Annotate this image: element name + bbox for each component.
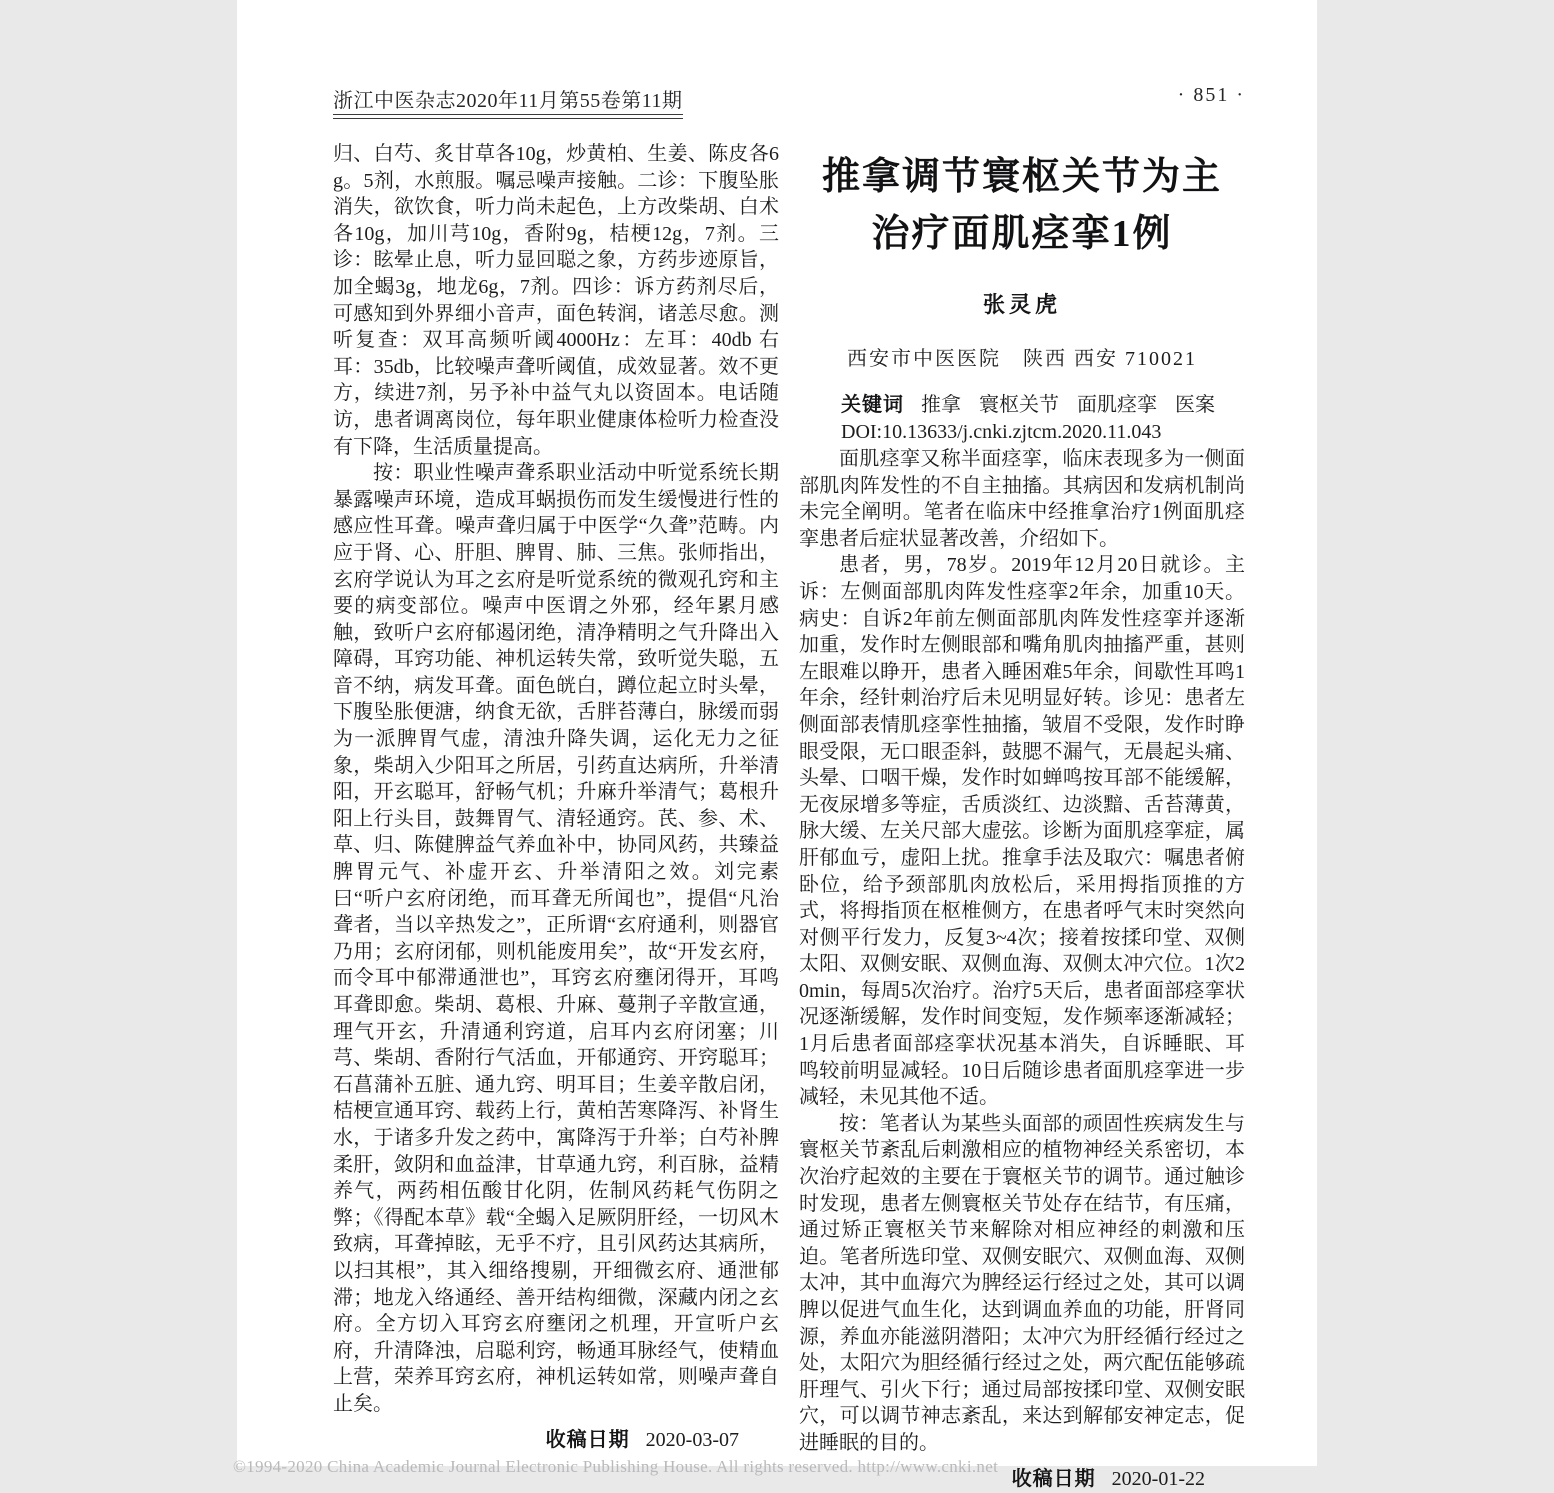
keywords-label: 关键词: [841, 394, 904, 416]
right-article-intro-paragraph: 面肌痉挛又称半面痉挛，临床表现多为一侧面部肌肉阵发性的不自主抽搐。其病因和发病机制尚未完全阐明。笔者在临床中经推拿治疗1例面肌痉挛患者后症状显著改善，介绍如下。: [799, 448, 1245, 550]
article-title-line1: 推拿调节寰枢关节为主: [821, 156, 1222, 198]
keywords-line: [799, 392, 1245, 419]
keyword-item: 面肌痉挛: [1077, 394, 1157, 416]
keyword-item: 医案: [1175, 394, 1215, 416]
article-title: [799, 149, 1245, 263]
left-article-received-date-line: [333, 1427, 779, 1454]
journal-page: [233, 0, 1317, 1490]
doi-line: DOI:10.13633/j.cnki.zjtcm.2020.11.043: [841, 421, 1162, 443]
received-date-label: 收稿日期: [1011, 1467, 1096, 1490]
page-number: · 851 ·: [1177, 84, 1245, 106]
article-title-line2: 治疗面肌痉挛1例: [871, 213, 1173, 255]
article-affiliation: 西安市中医医院 陕西 西安 710021: [847, 348, 1197, 370]
received-date-label: 收稿日期: [545, 1428, 630, 1451]
keyword-item: 寰枢关节: [979, 394, 1059, 416]
right-article-column: [799, 141, 1245, 1493]
right-article-commentary-paragraph: 按：笔者认为某些头面部的顽固性疾病发生与寰枢关节紊乱后刺激相应的植物神经关系密切，本次治疗起效的主要在于寰枢关节的调节。通过触诊时发现，患者左侧寰枢关节处存在结节，有压痛，通过矫正寰枢关节来解除对相应神经的刺激和压迫。笔者所选印堂、双侧安眠穴、双侧血海、双侧太冲，其中血海穴为脾经运行经过之处，其可以调脾以促进气血生化，达到调血养血的功能，肝肾同源，养血亦能滋阴潜阳；太冲穴为肝经循行经过之处，太阳穴为胆经循行经过之处，两穴配伍能够疏肝理气、引火下行；通过局部按揉印堂、双侧安眠穴，可以调节神志紊乱，来达到解郁安神定志，促进睡眠的目的。: [799, 1112, 1245, 1454]
keyword-item: 推拿: [921, 394, 961, 416]
running-head: [333, 84, 1245, 119]
journal-issue-info: 浙江中医杂志2020年11月第55卷第11期: [333, 84, 683, 119]
page-columns: [333, 141, 1245, 1493]
cnki-copyright-line: ©1994-2020 China Academic Journal Electronic Publishing House. All rights reserved. http://www.cnki.net: [233, 1457, 999, 1476]
received-date-value: 2020-03-07: [645, 1428, 739, 1451]
left-article-column: [333, 141, 779, 1454]
left-article-commentary-paragraph: 按：职业性噪声聋系职业活动中听觉系统长期暴露噪声环境，造成耳蜗损伤而发生缓慢进行性的感应性耳聋。噪声聋归属于中医学“久聋”范畴。内应于肾、心、肝胆、脾胃、肺、三焦。张师指出，玄府学说认为耳之玄府是听觉系统的微观孔窍和主要的病变部位。噪声中医谓之外邪，经年累月感触，致听户玄府郁遏闭绝，清净精明之气升降出入障碍，耳窍功能、神机运转失常，致听觉失聪，五音不纳，病发耳聋。面色㿠白，蹲位起立时头晕，下腹坠胀便溏，纳食无欲，舌胖苔薄白，脉缓而弱为一派脾胃气虚，清浊升降失调，运化无力之征象，柴胡入少阳耳之所居，引药直达病所，升举清阳，开玄聪耳，舒畅气机；升麻升举清气；葛根升阳上行头目，鼓舞胃气、清轻通窍。芪、参、术、草、归、陈健脾益气养血补中，协同风药，共臻益脾胃元气、补虚开玄、升举清阳之效。刘完素曰“听户玄府闭绝，而耳聋无所闻也”，提倡“凡治聋者，当以辛热发之”，正所谓“玄府通利，则器官乃用；玄府闭郁，则机能废用矣”，故“开发玄府，而令耳中郁滞通泄也”，耳窍玄府壅闭得开，耳鸣耳聋即愈。柴胡、葛根、升麻、蔓荆子辛散宣通，理气开玄，升清通利窍道，启耳内玄府闭塞；川芎、柴胡、香附行气活血，开郁通窍、开窍聪耳；石菖蒲补五脏、通九窍、明耳目；生姜辛散启闭，桔梗宣通耳窍、载药上行，黄柏苦寒降泻、补肾生水，于诸多升发之药中，寓降泻于升举；白芍补脾柔肝，敛阴和血益津，甘草通九窍，利百脉，益精养气，两药相伍酸甘化阴，佐制风药耗气伤阴之弊；《得配本草》载“全蝎入足厥阴肝经，一切风木致病，耳聋掉眩，无乎不疗，且引风药达其病所，以扫其根”，其入细络搜剔，开细微玄府、通泄郁滞；地龙入络通经、善开结构细微，深藏内闭之玄府。全方切入耳窍玄府壅闭之机理，开宣听户玄府，升清降浊，启聪利窍，畅通耳脉经气，使精血上营，荣养耳窍玄府，神机运转如常，则噪声聋自止矣。: [333, 462, 779, 1415]
received-date-value: 2020-01-22: [1111, 1467, 1205, 1490]
right-article-case-paragraph: 患者，男，78岁。2019年12月20日就诊。主诉：左侧面部肌肉阵发性痉挛2年余，加重10天。病史：自诉2年前左侧面部肌肉阵发性痉挛并逐渐加重，发作时左侧眼部和嘴角肌肉抽搐严重，甚则左眼难以睁开，患者入睡困难5年余，间歇性耳鸣1年余，经针刺治疗后未见明显好转。诊见：患者左侧面部表情肌痉挛性抽搐，皱眉不受限，发作时睁眼受限，无口眼歪斜，鼓腮不漏气，无晨起头痛、头晕、口咽干燥，发作时如蝉鸣按耳部不能缓解，无夜尿增多等症，舌质淡红、边淡黯、舌苔薄黄，脉大缓、左关尺部大虚弦。诊断为面肌痉挛症，属肝郁血亏，虚阳上扰。推拿手法及取穴：嘱患者俯卧位，给予颈部肌肉放松后，采用拇指顶推的方式，将拇指顶在枢椎侧方，在患者呼气末时突然向对侧平行发力，反复3~4次；接着按揉印堂、双侧太阳、双侧安眠、双侧血海、双侧太冲穴位。1次20min，每周5次治疗。治疗5天后，患者面部痉挛状况逐渐缓解，发作时间变短，发作频率逐渐减轻；1月后患者面部痉挛状况基本消失，自诉睡眠、耳鸣较前明显减轻。10日后随诊患者面肌痉挛进一步减轻，未见其他不适。: [799, 554, 1245, 1109]
article-author: 张灵虎: [982, 292, 1061, 317]
left-article-paragraph: 归、白芍、炙甘草各10g，炒黄柏、生姜、陈皮各6g。5剂，水煎服。嘱忌噪声接触。二诊：下腹坠胀消失，欲饮食，听力尚未起色，上方改柴胡、白术各10g，加川芎10g，香附9g，桔梗12g，7剂。三诊：眩晕止息，听力显回聪之象，方药步迹原旨，加全蝎3g，地龙6g，7剂。四诊：诉方药剂尽后，可感知到外界细小音声，面色转润，诸恙尽愈。测听复查：双耳高频听阈4000Hz：左耳：40db 右耳：35db，比较噪声聋听阈值，成效显著。效不更方，续进7剂，另予补中益气丸以资固本。电话随访，患者调离岗位，每年职业健康体检听力检查没有下降，生活质量提高。: [333, 143, 779, 458]
